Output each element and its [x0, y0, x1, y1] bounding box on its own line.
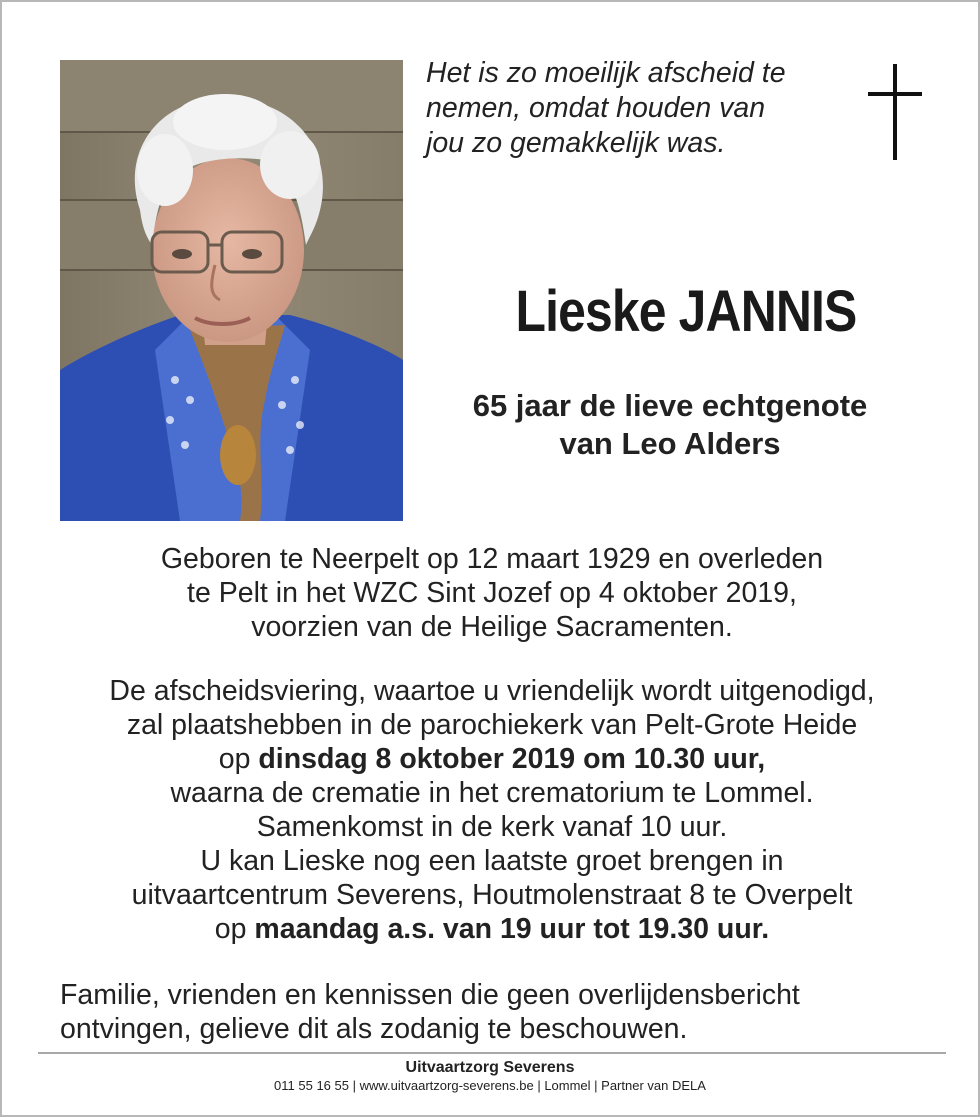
poem-line: nemen, omdat houden van	[426, 92, 766, 124]
funeral-home-contact: 011 55 16 55 | www.uitvaartzorg-severens.be | Lommel | Partner van DELA	[274, 1078, 706, 1093]
visitation-time: maandag a.s. van 19 uur tot 19.30 uur.	[254, 913, 770, 945]
cross-icon	[866, 62, 924, 162]
relation-line: van Leo Alders	[559, 426, 781, 461]
birth-death-info	[42, 542, 942, 644]
memorial-poem	[426, 56, 846, 161]
family-note-line: ontvingen, gelieve dit als zodanig te beschouwen.	[60, 1013, 688, 1045]
poem-line: jou zo gemakkelijk was.	[426, 127, 726, 159]
relation-line: 65 jaar de lieve echtgenote	[472, 388, 868, 423]
ceremony-line: zal plaatshebben in de parochiekerk van Pelt-Grote Heide	[126, 709, 858, 741]
deceased-name: Lieske JANNIS	[515, 279, 857, 344]
family-note	[60, 978, 940, 1046]
ceremony-date: dinsdag 8 oktober 2019 om 10.30 uur,	[258, 743, 766, 775]
ceremony-date-line	[42, 742, 942, 776]
poem-line: Het is zo moeilijk afscheid te	[426, 57, 786, 89]
family-note-line: Familie, vrienden en kennissen die geen overlijdensbericht	[60, 979, 800, 1011]
funeral-home-name: Uitvaartzorg Severens	[405, 1059, 575, 1076]
ceremony-line: waarna de crematie in het crematorium te Lommel.	[170, 777, 814, 809]
info-line: voorzien van de Heilige Sacramenten.	[251, 611, 733, 643]
info-line: Geboren te Neerpelt op 12 maart 1929 en overleden	[160, 543, 824, 575]
relation-text	[422, 387, 918, 463]
ceremony-info	[42, 674, 942, 946]
ceremony-prefix: op	[218, 743, 259, 775]
footer-divider	[38, 1052, 946, 1054]
ceremony-line: U kan Lieske nog een laatste groet brengen in	[200, 845, 784, 877]
ceremony-line: Samenkomst in de kerk vanaf 10 uur.	[256, 811, 728, 843]
ceremony-line: uitvaartcentrum Severens, Houtmolenstraat 8 te Overpelt	[131, 879, 853, 911]
portrait-photo	[60, 60, 403, 521]
visitation-line	[42, 912, 942, 946]
info-line: te Pelt in het WZC Sint Jozef op 4 oktober 2019,	[187, 577, 797, 609]
ceremony-line: De afscheidsviering, waartoe u vriendelijk wordt uitgenodigd,	[109, 675, 875, 707]
visitation-prefix: op	[214, 913, 255, 945]
